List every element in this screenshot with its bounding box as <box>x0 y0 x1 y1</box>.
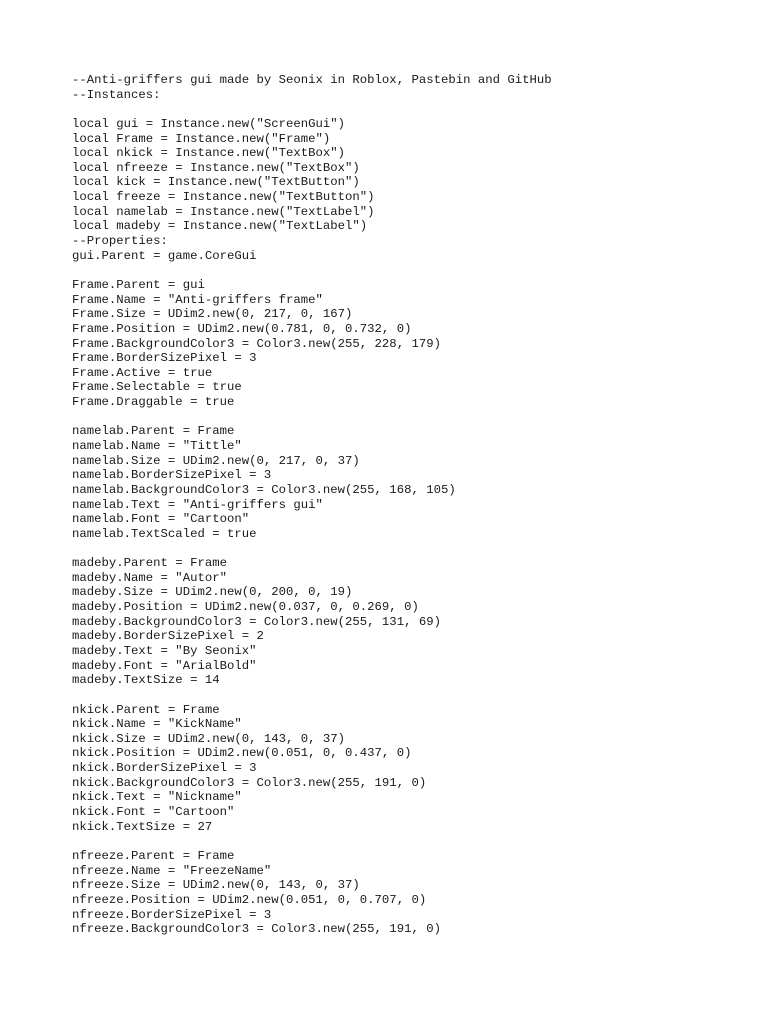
code-line: nfreeze.BackgroundColor3 = Color3.new(255, 191, 0) <box>72 922 441 937</box>
code-line: nkick.Position = UDim2.new(0.051, 0, 0.437, 0) <box>72 746 412 761</box>
code-line: nkick.BorderSizePixel = 3 <box>72 761 257 776</box>
code-line: namelab.TextScaled = true <box>72 526 257 541</box>
code-line: Frame.Draggable = true <box>72 395 235 410</box>
code-line: --Properties: <box>72 234 168 249</box>
code-line: Frame.Active = true <box>72 365 213 380</box>
code-listing <box>72 73 552 937</box>
code-line: local Frame = Instance.new("Frame") <box>72 131 331 146</box>
code-line: Frame.BorderSizePixel = 3 <box>72 351 257 366</box>
code-line: nkick.Name = "KickName" <box>72 717 242 732</box>
code-line: nfreeze.BorderSizePixel = 3 <box>72 907 272 922</box>
code-line: Frame.BackgroundColor3 = Color3.new(255, 228, 179) <box>72 336 441 351</box>
code-line: local kick = Instance.new("TextButton") <box>72 175 360 190</box>
code-line: local nkick = Instance.new("TextBox") <box>72 146 346 161</box>
code-line: madeby.BorderSizePixel = 2 <box>72 629 264 644</box>
code-line: madeby.BackgroundColor3 = Color3.new(255, 131, 69) <box>72 614 441 629</box>
code-line: Frame.Size = UDim2.new(0, 217, 0, 167) <box>72 307 353 322</box>
code-line: nfreeze.Parent = Frame <box>72 848 235 863</box>
code-line <box>72 263 552 278</box>
code-line: Frame.Selectable = true <box>72 380 242 395</box>
code-line: namelab.BorderSizePixel = 3 <box>72 468 272 483</box>
code-line: madeby.Name = "Autor" <box>72 570 227 585</box>
code-line: Frame.Position = UDim2.new(0.781, 0, 0.732, 0) <box>72 321 412 336</box>
code-line: namelab.Font = "Cartoon" <box>72 512 250 527</box>
code-line: Frame.Name = "Anti-griffers frame" <box>72 292 323 307</box>
code-line <box>72 834 552 849</box>
code-line: madeby.Size = UDim2.new(0, 200, 0, 19) <box>72 585 353 600</box>
code-line: nfreeze.Name = "FreezeName" <box>72 863 272 878</box>
code-line: --Anti-griffers gui made by Seonix in Roblox, Pastebin and GitHub <box>72 73 552 87</box>
code-line: madeby.Parent = Frame <box>72 556 227 571</box>
code-line: nkick.Parent = Frame <box>72 702 220 717</box>
code-line: namelab.Text = "Anti-griffers gui" <box>72 497 323 512</box>
code-line: nkick.Font = "Cartoon" <box>72 805 235 820</box>
code-line: --Instances: <box>72 87 161 102</box>
code-line <box>72 102 552 117</box>
code-line: Frame.Parent = gui <box>72 277 205 292</box>
code-line <box>72 688 552 703</box>
code-line <box>72 542 552 557</box>
code-line: local gui = Instance.new("ScreenGui") <box>72 116 346 131</box>
code-line: madeby.Text = "By Seonix" <box>72 643 257 658</box>
code-line: local freeze = Instance.new("TextButton") <box>72 190 375 205</box>
code-line: nkick.TextSize = 27 <box>72 819 213 834</box>
code-line: local namelab = Instance.new("TextLabel") <box>72 204 375 219</box>
code-line: nkick.Text = "Nickname" <box>72 790 242 805</box>
code-line: namelab.BackgroundColor3 = Color3.new(255, 168, 105) <box>72 482 456 497</box>
code-line: nfreeze.Position = UDim2.new(0.051, 0, 0.707, 0) <box>72 892 427 907</box>
code-line: nkick.BackgroundColor3 = Color3.new(255, 191, 0) <box>72 775 427 790</box>
code-line: madeby.Font = "ArialBold" <box>72 658 257 673</box>
code-line: nkick.Size = UDim2.new(0, 143, 0, 37) <box>72 731 346 746</box>
code-line: madeby.TextSize = 14 <box>72 673 220 688</box>
code-line: local nfreeze = Instance.new("TextBox") <box>72 160 360 175</box>
code-line: madeby.Position = UDim2.new(0.037, 0, 0.269, 0) <box>72 600 419 615</box>
code-line: namelab.Size = UDim2.new(0, 217, 0, 37) <box>72 453 360 468</box>
code-line <box>72 410 552 425</box>
code-line: namelab.Parent = Frame <box>72 424 235 439</box>
code-line: nfreeze.Size = UDim2.new(0, 143, 0, 37) <box>72 878 360 893</box>
code-line: namelab.Name = "Tittle" <box>72 439 242 454</box>
code-line: gui.Parent = game.CoreGui <box>72 248 257 263</box>
code-line: local madeby = Instance.new("TextLabel") <box>72 219 368 234</box>
